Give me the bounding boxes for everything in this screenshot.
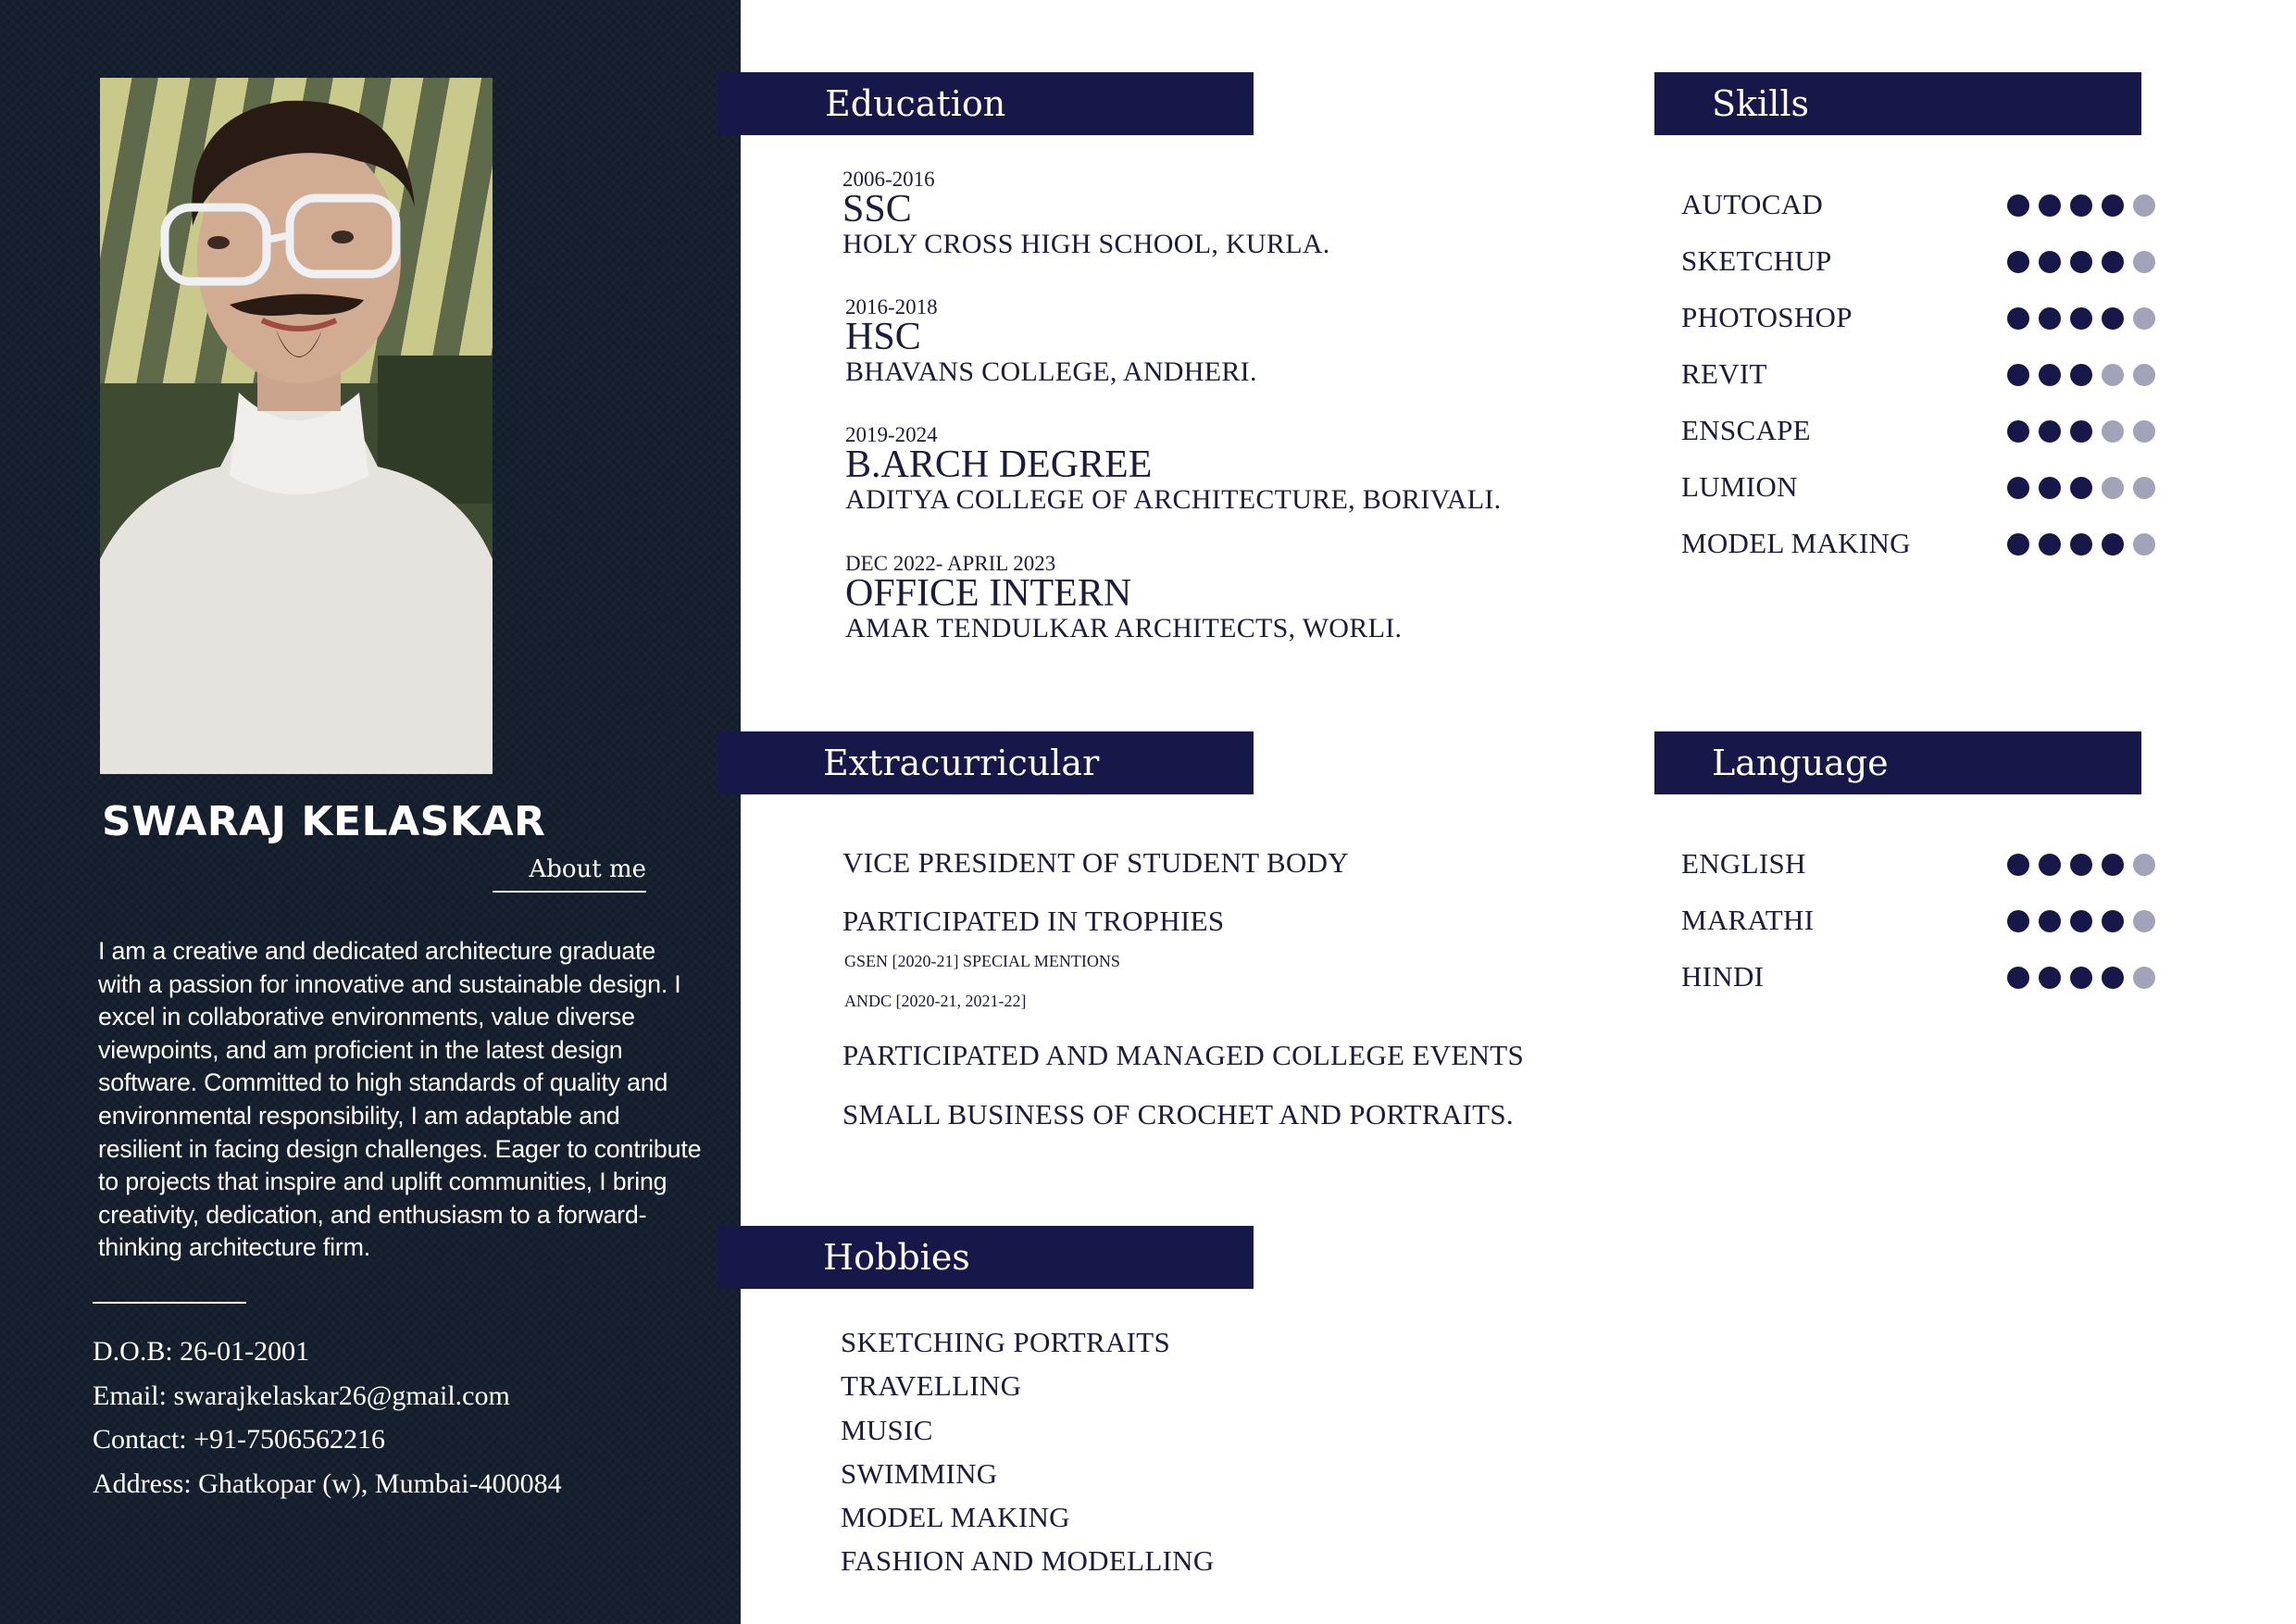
skill-rating: [2007, 477, 2155, 499]
extracurricular-item: VICE PRESIDENT OF STUDENT BODY: [842, 846, 1349, 879]
about-me-label: About me: [493, 856, 646, 893]
rating-dot-filled: [2039, 307, 2061, 330]
language-rating: [2007, 854, 2155, 876]
skill-name: SKETCHUP: [1681, 244, 1832, 277]
skill-rating: [2007, 364, 2155, 386]
rating-dot-filled: [2102, 967, 2124, 989]
skill-rating: [2007, 194, 2155, 217]
language-name: HINDI: [1681, 960, 1765, 993]
rating-dot-empty: [2133, 854, 2155, 876]
skill-row: [1681, 524, 2163, 581]
rating-dot-filled: [2039, 854, 2061, 876]
rating-dot-filled: [2070, 420, 2092, 443]
education-school: HOLY CROSS HIGH SCHOOL, KURLA.: [842, 229, 1330, 259]
rating-dot-filled: [2039, 251, 2061, 273]
language-rating: [2007, 967, 2155, 989]
extracurricular-item: SMALL BUSINESS OF CROCHET AND PORTRAITS.: [842, 1098, 1514, 1131]
language-name: ENGLISH: [1681, 847, 1806, 880]
rating-dot-filled: [2039, 910, 2061, 932]
education-item: [842, 168, 1676, 260]
education-item: [845, 423, 1678, 516]
education-date: 2016-2018: [845, 295, 938, 319]
rating-dot-filled: [2007, 910, 2029, 932]
email-text: Email: swarajkelaskar26@gmail.com: [93, 1380, 510, 1411]
rating-dot-filled: [2007, 364, 2029, 386]
hobbies-heading: Hobbies: [718, 1226, 1254, 1289]
rating-dot-empty: [2133, 251, 2155, 273]
education-date: DEC 2022- APRIL 2023: [845, 552, 1056, 575]
skill-name: PHOTOSHOP: [1681, 301, 1853, 333]
education-date: 2019-2024: [845, 423, 938, 446]
language-name: MARATHI: [1681, 904, 1815, 936]
education-item: [845, 295, 1678, 388]
skill-name: REVIT: [1681, 357, 1767, 390]
rating-dot-empty: [2133, 194, 2155, 217]
phone-text: Contact: +91-7506562216: [93, 1424, 386, 1455]
skill-name: AUTOCAD: [1681, 188, 1824, 220]
education-item: [845, 552, 1678, 644]
dob-text: D.O.B: 26-01-2001: [93, 1336, 310, 1367]
language-list: [1681, 844, 2163, 1014]
sidebar-divider: [93, 1302, 246, 1304]
profile-photo-illustration: [100, 78, 493, 774]
language-rating: [2007, 910, 2155, 932]
rating-dot-filled: [2007, 477, 2029, 499]
rating-dot-empty: [2133, 477, 2155, 499]
rating-dot-empty: [2102, 420, 2124, 443]
skill-row: [1681, 411, 2163, 468]
rating-dot-filled: [2039, 194, 2061, 217]
rating-dot-filled: [2102, 910, 2124, 932]
education-date: 2006-2016: [842, 168, 935, 191]
hobby-item: MODEL MAKING: [841, 1501, 1070, 1534]
education-school: ADITYA COLLEGE OF ARCHITECTURE, BORIVALI.: [845, 484, 1502, 515]
skill-name: ENSCAPE: [1681, 414, 1811, 446]
about-me-text: I am a creative and dedicated architecture graduate with a passion for innovative and sustainable design. I excel in collaborative environments, value diverse viewpoints, and am proficient in the latest design software. Committed to high standards of quality and environmental responsibility, I am adaptable and resilient in facing design challenges. Eager to contribute to projects that inspire and uplift communities, I bring creativity, dedication, and enthusiasm to a forward-thinking architecture firm.: [98, 937, 702, 1262]
skill-name: LUMION: [1681, 470, 1798, 503]
extracurricular-sub-item: GSEN [2020-21] SPECIAL MENTIONS: [844, 952, 1120, 970]
rating-dot-filled: [2007, 967, 2029, 989]
rating-dot-filled: [2070, 194, 2092, 217]
rating-dot-empty: [2133, 533, 2155, 556]
education-title: HSC: [845, 316, 921, 358]
rating-dot-filled: [2007, 194, 2029, 217]
rating-dot-filled: [2070, 477, 2092, 499]
rating-dot-empty: [2102, 364, 2124, 386]
extracurricular-heading: Extracurricular: [718, 731, 1254, 794]
language-row: [1681, 957, 2163, 1014]
rating-dot-filled: [2039, 967, 2061, 989]
contact-details: [93, 1330, 722, 1505]
skills-heading: Skills: [1654, 72, 2141, 135]
rating-dot-filled: [2039, 420, 2061, 443]
rating-dot-filled: [2102, 533, 2124, 556]
rating-dot-filled: [2070, 854, 2092, 876]
rating-dot-filled: [2039, 533, 2061, 556]
skill-name: MODEL MAKING: [1681, 527, 1911, 559]
rating-dot-filled: [2070, 967, 2092, 989]
hobbies-list: [841, 1320, 1215, 1583]
extracurricular-item: PARTICIPATED AND MANAGED COLLEGE EVENTS: [842, 1039, 1525, 1071]
skill-row: [1681, 185, 2163, 242]
skill-rating: [2007, 533, 2155, 556]
hobby-item: FASHION AND MODELLING: [841, 1544, 1215, 1578]
sidebar: [0, 0, 741, 1624]
rating-dot-filled: [2070, 251, 2092, 273]
candidate-name: SWARAJ KELASKAR: [102, 798, 546, 845]
rating-dot-filled: [2070, 364, 2092, 386]
rating-dot-empty: [2133, 910, 2155, 932]
rating-dot-filled: [2007, 307, 2029, 330]
address-text: Address: Ghatkopar (w), Mumbai-400084: [93, 1468, 562, 1499]
skills-list: [1681, 185, 2163, 581]
rating-dot-filled: [2102, 251, 2124, 273]
rating-dot-filled: [2102, 194, 2124, 217]
rating-dot-empty: [2133, 967, 2155, 989]
education-title: OFFICE INTERN: [845, 572, 1132, 615]
extracurricular-item: PARTICIPATED IN TROPHIES: [842, 905, 1225, 937]
rating-dot-filled: [2070, 307, 2092, 330]
rating-dot-filled: [2070, 910, 2092, 932]
education-heading: Education: [718, 72, 1254, 135]
education-school: BHAVANS COLLEGE, ANDHERI.: [845, 356, 1257, 387]
hobby-item: SKETCHING PORTRAITS: [841, 1326, 1171, 1358]
skill-row: [1681, 355, 2163, 411]
extracurricular-sub-item: ANDC [2020-21, 2021-22]: [844, 992, 1027, 1010]
language-heading: Language: [1654, 731, 2141, 794]
hobby-item: MUSIC: [841, 1413, 933, 1446]
rating-dot-filled: [2007, 251, 2029, 273]
rating-dot-filled: [2007, 854, 2029, 876]
skill-rating: [2007, 420, 2155, 443]
hobby-item: TRAVELLING: [841, 1369, 1022, 1403]
language-row: [1681, 844, 2163, 901]
education-title: SSC: [842, 188, 912, 231]
rating-dot-empty: [2133, 307, 2155, 330]
profile-photo: [100, 78, 493, 774]
rating-dot-filled: [2039, 364, 2061, 386]
rating-dot-filled: [2007, 420, 2029, 443]
skill-rating: [2007, 307, 2155, 330]
skill-row: [1681, 468, 2163, 524]
rating-dot-filled: [2007, 533, 2029, 556]
rating-dot-filled: [2039, 477, 2061, 499]
rating-dot-empty: [2133, 364, 2155, 386]
rating-dot-filled: [2102, 854, 2124, 876]
rating-dot-filled: [2070, 533, 2092, 556]
rating-dot-empty: [2102, 477, 2124, 499]
skill-rating: [2007, 251, 2155, 273]
education-title: B.ARCH DEGREE: [845, 443, 1153, 486]
rating-dot-filled: [2102, 307, 2124, 330]
education-school: AMAR TENDULKAR ARCHITECTS, WORLI.: [845, 613, 1403, 643]
skill-row: [1681, 298, 2163, 355]
hobby-item: SWIMMING: [841, 1456, 998, 1490]
rating-dot-empty: [2133, 420, 2155, 443]
skill-row: [1681, 242, 2163, 298]
language-row: [1681, 901, 2163, 957]
